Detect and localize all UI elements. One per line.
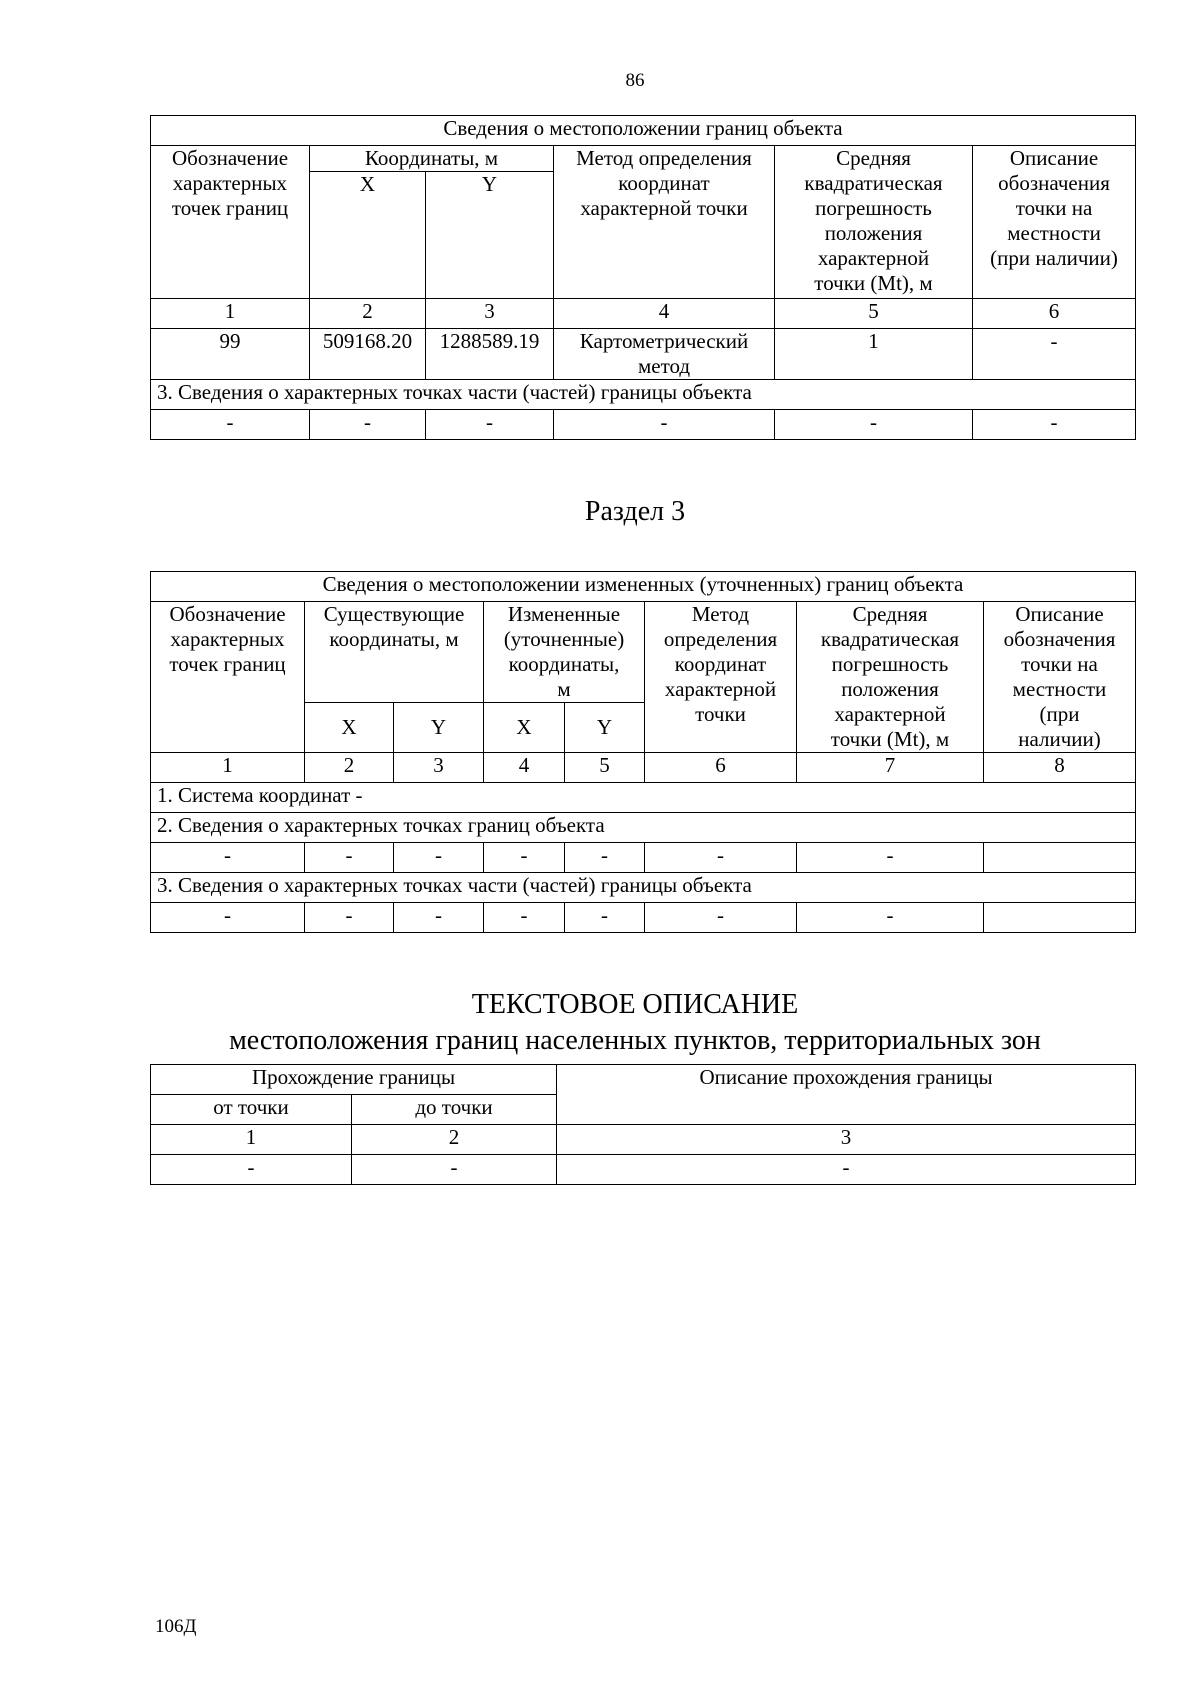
header-description: Описание обозначения точки на местности (при наличии) <box>973 146 1136 299</box>
col-number: 6 <box>973 299 1136 329</box>
boundary-passage-table <box>150 1064 1136 1185</box>
header-passage-description: Описание прохождения границы <box>557 1065 1136 1125</box>
cell: - <box>305 903 394 933</box>
table-title: Сведения о местоположении границ объекта <box>151 116 1136 146</box>
header-passage: Прохождение границы <box>151 1065 557 1095</box>
cell: - <box>394 843 484 873</box>
col-number: 4 <box>554 299 775 329</box>
table-row <box>151 1155 1136 1185</box>
text-description-title: ТЕКСТОВОЕ ОПИСАНИЕ <box>471 989 799 1020</box>
col-number: 7 <box>797 753 984 783</box>
col-number: 2 <box>310 299 426 329</box>
table-row <box>151 903 1136 933</box>
section-heading: 2. Сведения о характерных точках границ объекта <box>151 813 1136 843</box>
cell: - <box>797 903 984 933</box>
cell: - <box>151 1155 352 1185</box>
col-number: 2 <box>305 753 394 783</box>
cell: - <box>151 410 310 440</box>
cell: - <box>484 903 565 933</box>
coordinate-system: 1. Система координат - <box>151 783 1136 813</box>
header-from-point: от точки <box>151 1095 352 1125</box>
cell: - <box>645 843 797 873</box>
cell: - <box>645 903 797 933</box>
cell <box>984 903 1136 933</box>
col-number: 8 <box>984 753 1136 783</box>
col-number: 1 <box>151 753 305 783</box>
col-number: 2 <box>352 1125 557 1155</box>
cell: - <box>151 843 305 873</box>
table-row <box>151 329 1136 380</box>
text-description-subtitle: местоположения границ населенных пунктов, территориальных зон <box>229 1025 1041 1056</box>
col-number: 4 <box>484 753 565 783</box>
header-y: Y <box>394 703 484 753</box>
cell: - <box>565 903 645 933</box>
cell-y: 1288589.19 <box>426 329 554 380</box>
cell-description: - <box>973 329 1136 380</box>
cell: - <box>305 843 394 873</box>
cell-error: 1 <box>775 329 973 380</box>
table-title: Сведения о местоположении измененных (уточненных) границ объекта <box>151 572 1136 602</box>
cell: - <box>565 843 645 873</box>
header-points: Обозначение характерных точек границ <box>151 602 305 753</box>
header-y: Y <box>565 703 645 753</box>
header-x: X <box>484 703 565 753</box>
header-error: Средняя квадратическая погрешность положения характерной точки (Mt), м <box>775 146 973 299</box>
header-y: Y <box>426 172 554 299</box>
cell: - <box>775 410 973 440</box>
header-x: X <box>305 703 394 753</box>
header-error: Средняя квадратическая погрешность положения характерной точки (Mt), м <box>797 602 984 753</box>
header-coordinates: Координаты, м <box>310 146 554 172</box>
table-row <box>151 410 1136 440</box>
document-code: 106Д <box>155 1616 197 1637</box>
header-to-point: до точки <box>352 1095 557 1125</box>
header-changed-coordinates: Измененные (уточненные) координаты, м <box>484 602 645 703</box>
cell: - <box>310 410 426 440</box>
section-heading: 3. Сведения о характерных точках части (частей) границы объекта <box>151 873 1136 903</box>
cell-point: 99 <box>151 329 310 380</box>
changed-boundary-table <box>150 571 1136 933</box>
cell-x: 509168.20 <box>310 329 426 380</box>
col-number: 3 <box>394 753 484 783</box>
col-number: 5 <box>565 753 645 783</box>
col-number: 3 <box>557 1125 1136 1155</box>
header-existing-coordinates: Существующие координаты, м <box>305 602 484 703</box>
cell: - <box>484 843 565 873</box>
section-title: Раздел 3 <box>584 496 686 527</box>
cell: - <box>797 843 984 873</box>
header-points: Обозначение характерных точек границ <box>151 146 310 299</box>
cell: - <box>151 903 305 933</box>
header-method: Метод определения координат характерной точки <box>554 146 775 299</box>
cell-method: Картометрический метод <box>554 329 775 380</box>
col-number: 1 <box>151 299 310 329</box>
header-x: X <box>310 172 426 299</box>
cell: - <box>973 410 1136 440</box>
cell: - <box>554 410 775 440</box>
cell: - <box>426 410 554 440</box>
section-heading: 3. Сведения о характерных точках части (частей) границы объекта <box>151 380 1136 410</box>
cell: - <box>352 1155 557 1185</box>
cell <box>984 843 1136 873</box>
cell: - <box>557 1155 1136 1185</box>
col-number: 3 <box>426 299 554 329</box>
header-method: Метод определения координат характерной точки <box>645 602 797 753</box>
col-number: 5 <box>775 299 973 329</box>
boundary-location-table <box>150 115 1136 440</box>
table-row <box>151 843 1136 873</box>
col-number: 1 <box>151 1125 352 1155</box>
cell: - <box>394 903 484 933</box>
header-description: Описание обозначения точки на местности (при наличии) <box>984 602 1136 753</box>
page-number: 86 <box>625 70 645 91</box>
col-number: 6 <box>645 753 797 783</box>
